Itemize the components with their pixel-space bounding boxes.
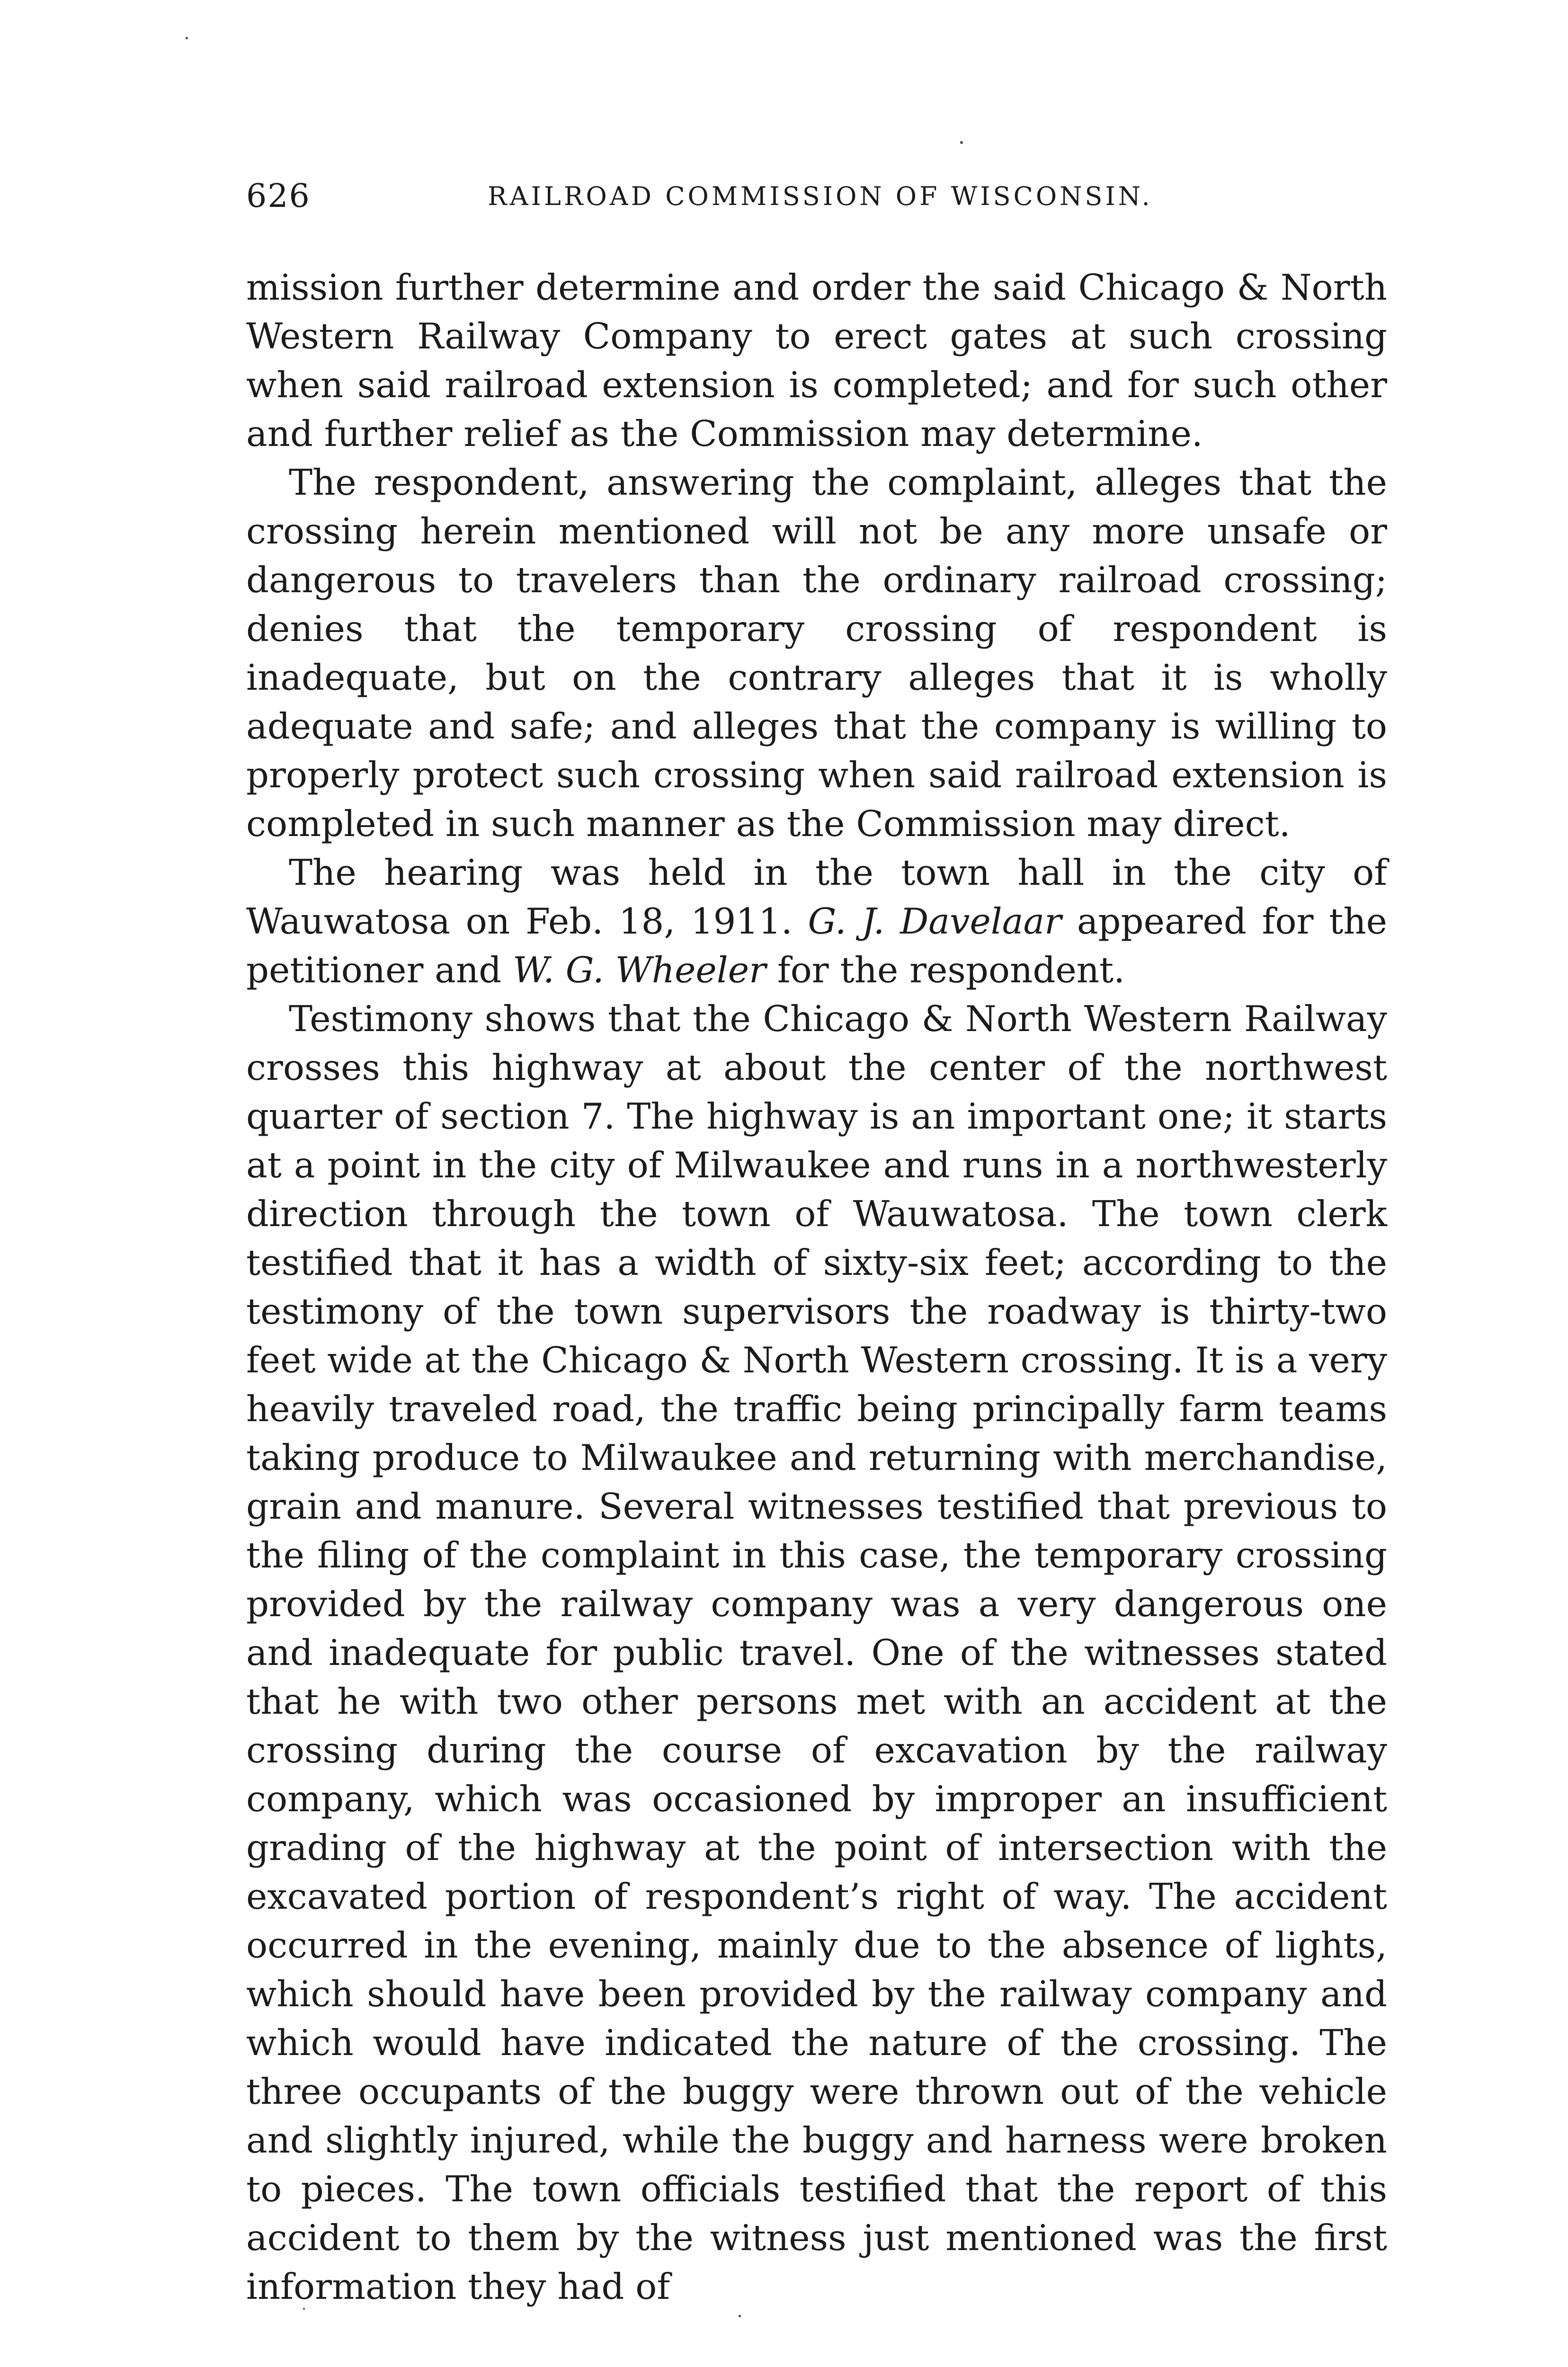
scan-speck: [739, 2315, 741, 2317]
paragraph-continuation: mission further determine and order the said Chicago & North Western Railway Company to erect gates at such crossing when said railroad extension is completed; and for such other and further relief as the Commission may determine.: [246, 267, 1387, 454]
page-number: 626: [246, 178, 311, 215]
scan-speck: [303, 2308, 305, 2310]
hearing-text-2: appeared for the petitioner and: [246, 900, 1388, 991]
paragraph-testimony: Testimony shows that the Chicago & North Western Railway crosses this highway at about the center of the northwest quarter of section 7. The highway is an important one; it starts at a point in the city of Milwaukee and runs in a northwesterly direction through the town of Wauwatosa. The town clerk testified that it has a width of sixty-six feet; according to the testimony of the town supervisors the roadway is thirty-two feet wide at the Chicago & North Western crossing. It is a very heavily traveled road, the traffic being principally farm teams taking produce to Milwaukee and returning with merchandise, grain and manure. Several witnesses testified that previous to the filing of the complaint in this case, the temporary crossing provided by the railway company was a very dangerous one and inadequate for public travel. One of the witnesses stated that he with two other persons met with an accident at the crossing during the course of excavation by the railway company, which was occasioned by improper an insufficient grading of the highway at the point of intersection with the excavated portion of respondent’s right of way. The accident occurred in the evening, mainly due to the absence of lights, which should have been provided by the railway company and which would have indicated the nature of the crossing. The three occupants of the buggy were thrown out of the vehicle and slightly injured, while the buggy and harness were broken to pieces. The town officials testified that the report of this accident to them by the witness just mentioned was the first information they had of: [246, 998, 1387, 2307]
paragraph-respondent-answer: The respondent, answering the complaint, alleges that the crossing herein mentioned will not be any more unsafe or dangerous to travelers than the ordinary railroad crossing; denies that the temporary crossing of respondent is inadequate, but on the contrary alleges that it is wholly adequate and safe; and alleges that the company is willing to properly protect such crossing when said railroad extension is completed in such manner as the Commission may direct.: [246, 462, 1387, 845]
scan-speck: [960, 141, 963, 144]
running-head: [246, 170, 1392, 222]
petitioner-counsel-name: G. J. Davelaar: [808, 900, 1062, 942]
running-title: RAILROAD COMMISSION OF WISCONSIN.: [488, 181, 1153, 211]
body-text: [246, 263, 1387, 2311]
paragraph-hearing: [246, 848, 1387, 995]
hearing-text-1: The hearing was held in the town hall in the city of Wauwatosa on Feb. 18, 1911.: [246, 852, 1387, 942]
hearing-text-3: for the respondent.: [777, 949, 1125, 991]
respondent-counsel-name: W. G. Wheeler: [513, 949, 766, 991]
scan-speck: [186, 37, 188, 39]
